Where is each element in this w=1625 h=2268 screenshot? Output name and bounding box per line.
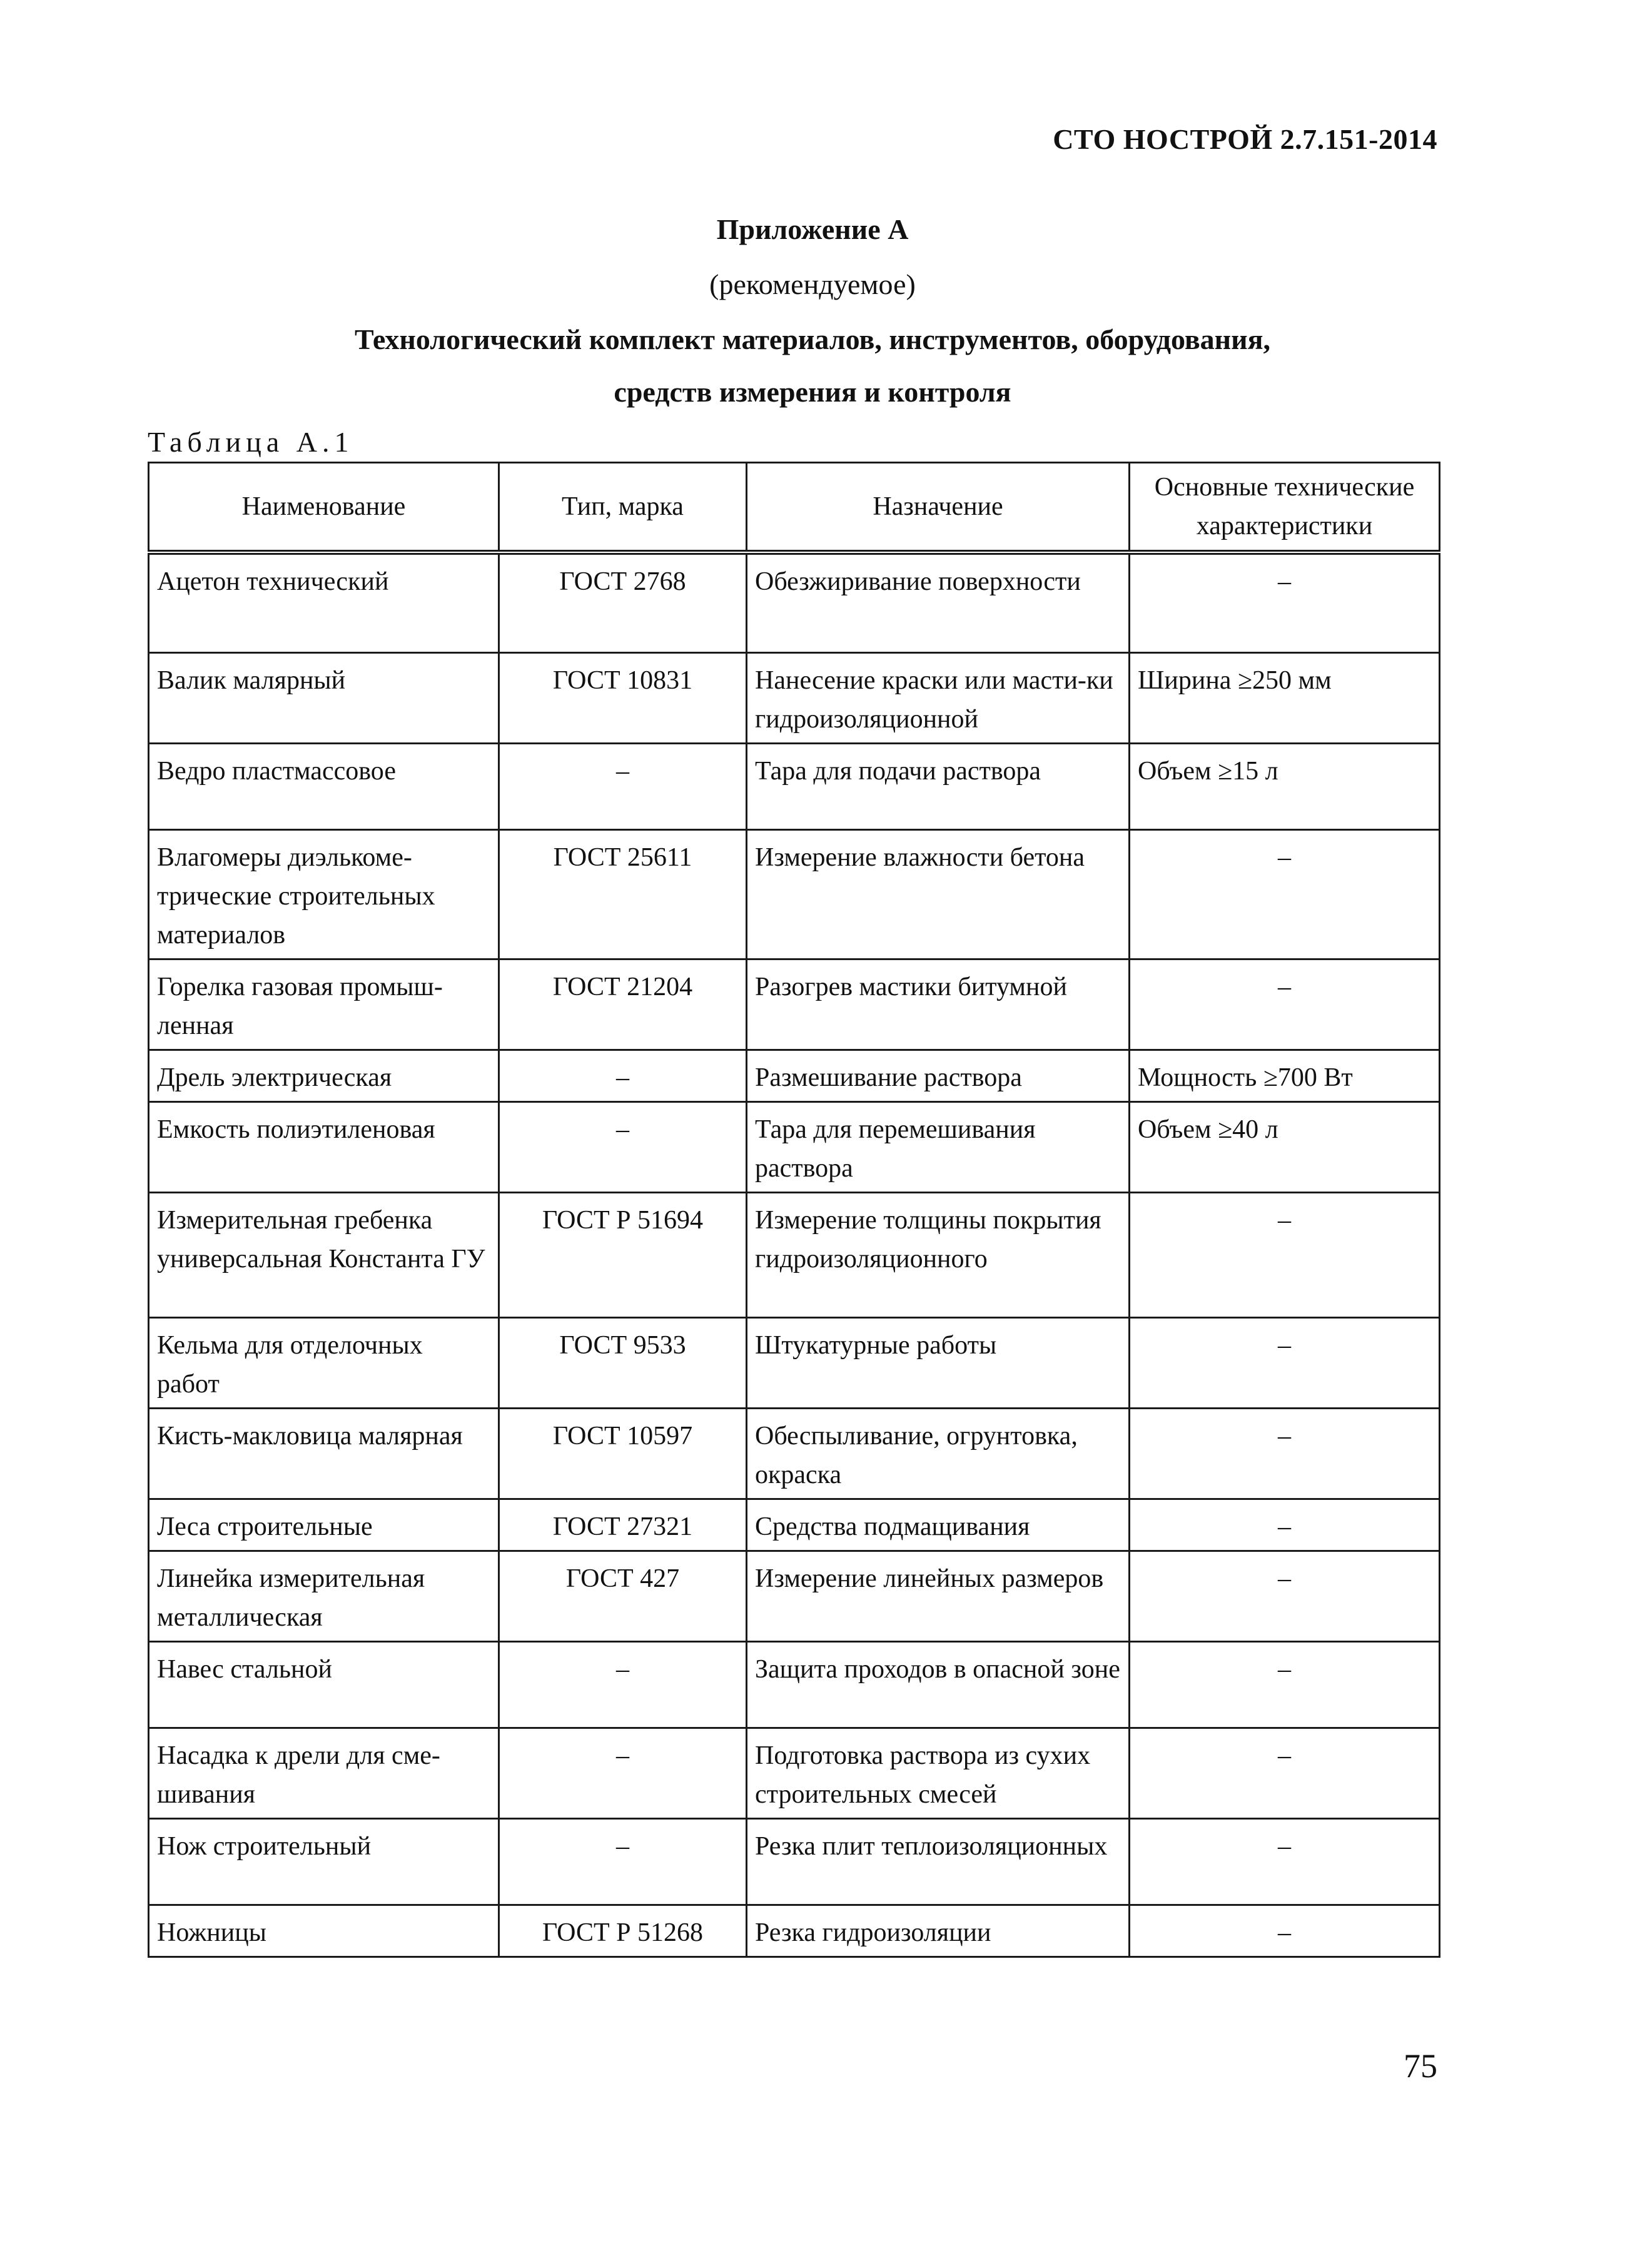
table-row: [149, 1905, 1440, 1957]
cell-type: ГОСТ Р 51268: [499, 1905, 747, 1957]
table-row: [149, 1317, 1440, 1408]
cell-spec: –: [1130, 829, 1440, 959]
cell-spec: Объем ≥40 л: [1130, 1101, 1440, 1192]
cell-purpose: Резка плит теплоизоляционных: [747, 1818, 1130, 1905]
cell-spec: –: [1130, 1192, 1440, 1317]
cell-name: Валик малярный: [149, 652, 499, 743]
cell-spec: –: [1130, 552, 1440, 652]
cell-type: ГОСТ 21204: [499, 959, 747, 1050]
column-header-specs: Основные технические характеристики: [1130, 463, 1440, 553]
cell-purpose: Подготовка раствора из сухих строительных смесей: [747, 1728, 1130, 1818]
cell-purpose: Измерение толщины покрытия гидроизоляционного: [747, 1192, 1130, 1317]
cell-type: ГОСТ Р 51694: [499, 1192, 747, 1317]
table-row: [149, 1408, 1440, 1499]
cell-type: ГОСТ 27321: [499, 1499, 747, 1551]
cell-spec: –: [1130, 1728, 1440, 1818]
table-row: [149, 743, 1440, 829]
cell-spec: –: [1130, 1905, 1440, 1957]
cell-name: Нож строительный: [149, 1818, 499, 1905]
appendix-heading-line-1: Технологический комплект материалов, инструментов, оборудования,: [354, 323, 1271, 355]
table-row: [149, 652, 1440, 743]
cell-name: Насадка к дрели для сме-шивания: [149, 1728, 499, 1818]
cell-name: Горелка газовая промыш-ленная: [149, 959, 499, 1050]
cell-purpose: Разогрев мастики битумной: [747, 959, 1130, 1050]
table-row: [149, 1101, 1440, 1192]
cell-name: Навес стальной: [149, 1641, 499, 1728]
cell-name: Измерительная гребенка универсальная Константа ГУ: [149, 1192, 499, 1317]
cell-spec: Мощность ≥700 Вт: [1130, 1050, 1440, 1101]
cell-name: Кисть-макловица малярная: [149, 1408, 499, 1499]
cell-spec: Объем ≥15 л: [1130, 743, 1440, 829]
cell-purpose: Средства подмащивания: [747, 1499, 1130, 1551]
table-row: [149, 1818, 1440, 1905]
document-code: СТО НОСТРОЙ 2.7.151-2014: [1053, 123, 1437, 155]
table-row: [149, 1728, 1440, 1818]
cell-purpose: Тара для перемешивания раствора: [747, 1101, 1130, 1192]
column-header-purpose: Назначение: [747, 463, 1130, 553]
cell-name: Ацетон технический: [149, 552, 499, 652]
cell-purpose: Штукатурные работы: [747, 1317, 1130, 1408]
cell-name: Леса строительные: [149, 1499, 499, 1551]
cell-type: –: [499, 1641, 747, 1728]
cell-type: ГОСТ 10597: [499, 1408, 747, 1499]
cell-spec: Ширина ≥250 мм: [1130, 652, 1440, 743]
cell-purpose: Резка гидроизоляции: [747, 1905, 1130, 1957]
cell-spec: –: [1130, 1551, 1440, 1641]
cell-type: ГОСТ 10831: [499, 652, 747, 743]
cell-purpose: Измерение линейных размеров: [747, 1551, 1130, 1641]
cell-name: Ведро пластмассовое: [149, 743, 499, 829]
cell-spec: –: [1130, 1408, 1440, 1499]
cell-type: –: [499, 743, 747, 829]
column-header-type: Тип, марка: [499, 463, 747, 553]
table-row: [149, 829, 1440, 959]
cell-name: Дрель электрическая: [149, 1050, 499, 1101]
cell-spec: –: [1130, 1641, 1440, 1728]
cell-spec: –: [1130, 959, 1440, 1050]
cell-purpose: Измерение влажности бетона: [747, 829, 1130, 959]
cell-type: –: [499, 1101, 747, 1192]
cell-purpose: Защита проходов в опасной зоне: [747, 1641, 1130, 1728]
page-number: 75: [1404, 2047, 1437, 2085]
table-header-row: [149, 463, 1440, 553]
appendix-title: Приложение А: [716, 213, 909, 245]
cell-type: ГОСТ 2768: [499, 552, 747, 652]
table-row: [149, 1050, 1440, 1101]
cell-name: Емкость полиэтиленовая: [149, 1101, 499, 1192]
cell-type: –: [499, 1818, 747, 1905]
equipment-table: [148, 462, 1440, 1958]
table-header: [149, 463, 1440, 553]
cell-type: –: [499, 1050, 747, 1101]
cell-name: Влагомеры диэлькоме-трические строительных материалов: [149, 829, 499, 959]
table-row: [149, 959, 1440, 1050]
table-caption: Таблица А.1: [148, 426, 354, 458]
cell-type: –: [499, 1728, 747, 1818]
column-header-name: Наименование: [149, 463, 499, 553]
table-body: [149, 552, 1440, 1957]
appendix-heading-line-2: средств измерения и контроля: [614, 376, 1011, 408]
cell-purpose: Размешивание раствора: [747, 1050, 1130, 1101]
cell-type: ГОСТ 9533: [499, 1317, 747, 1408]
table-row: [149, 1641, 1440, 1728]
cell-spec: –: [1130, 1317, 1440, 1408]
cell-purpose: Обезжиривание поверхности: [747, 552, 1130, 652]
cell-spec: –: [1130, 1818, 1440, 1905]
cell-purpose: Обеспыливание, огрунтовка, окраска: [747, 1408, 1130, 1499]
cell-purpose: Тара для подачи раствора: [747, 743, 1130, 829]
cell-type: ГОСТ 427: [499, 1551, 747, 1641]
table-row: [149, 1551, 1440, 1641]
table-row: [149, 1192, 1440, 1317]
cell-name: Линейка измерительная металлическая: [149, 1551, 499, 1641]
appendix-status: (рекомендуемое): [709, 268, 916, 300]
cell-spec: –: [1130, 1499, 1440, 1551]
cell-name: Кельма для отделочных работ: [149, 1317, 499, 1408]
cell-type: ГОСТ 25611: [499, 829, 747, 959]
table-row: [149, 1499, 1440, 1551]
cell-purpose: Нанесение краски или масти-ки гидроизоляционной: [747, 652, 1130, 743]
cell-name: Ножницы: [149, 1905, 499, 1957]
table-row: [149, 552, 1440, 652]
